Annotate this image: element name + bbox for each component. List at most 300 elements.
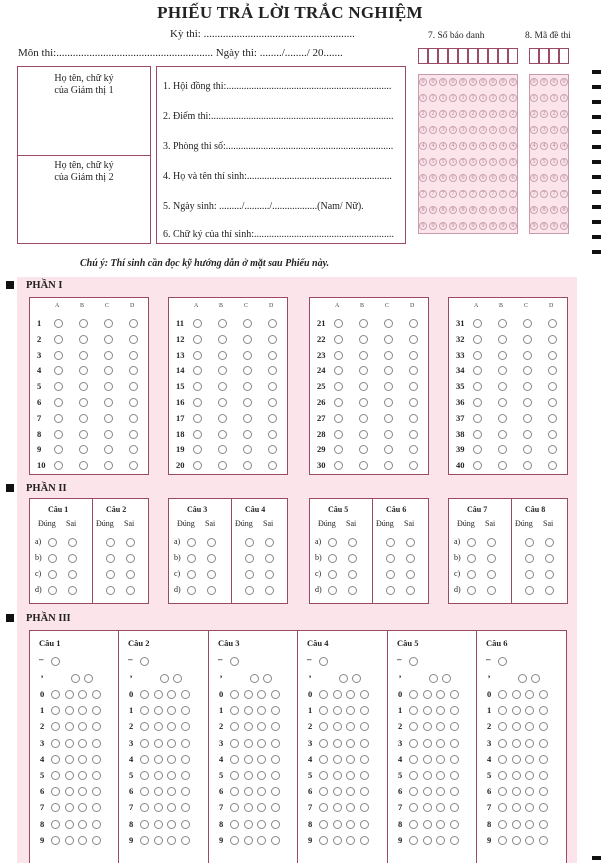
digit-bubble[interactable]	[539, 787, 548, 796]
made-write-box[interactable]	[529, 48, 539, 64]
true-bubble[interactable]	[525, 570, 534, 579]
made-digit-bubble[interactable]: 4	[550, 142, 558, 150]
true-bubble[interactable]	[48, 570, 57, 579]
digit-bubble[interactable]	[409, 690, 418, 699]
digit-bubble[interactable]	[423, 690, 432, 699]
made-digit-bubble[interactable]: 7	[560, 190, 568, 198]
answer-bubble[interactable]	[548, 319, 557, 328]
sbd-digit-bubble[interactable]: 3	[489, 126, 497, 134]
false-bubble[interactable]	[487, 570, 496, 579]
sbd-digit-bubble[interactable]: 9	[499, 222, 507, 230]
false-bubble[interactable]	[207, 586, 216, 595]
digit-bubble[interactable]	[65, 706, 74, 715]
answer-bubble[interactable]	[384, 398, 393, 407]
made-digit-bubble[interactable]: 8	[540, 206, 548, 214]
digit-bubble[interactable]	[92, 706, 101, 715]
answer-bubble[interactable]	[104, 335, 113, 344]
made-digit-bubble[interactable]: 6	[540, 174, 548, 182]
true-bubble[interactable]	[386, 554, 395, 563]
made-digit-bubble[interactable]: 3	[550, 126, 558, 134]
false-bubble[interactable]	[265, 586, 274, 595]
answer-bubble[interactable]	[218, 319, 227, 328]
digit-bubble[interactable]	[450, 771, 459, 780]
comma-bubble[interactable]	[442, 674, 451, 683]
answer-bubble[interactable]	[243, 430, 252, 439]
digit-bubble[interactable]	[51, 690, 60, 699]
made-digit-bubble[interactable]: 9	[550, 222, 558, 230]
sbd-digit-bubble[interactable]: 4	[489, 142, 497, 150]
false-bubble[interactable]	[265, 538, 274, 547]
digit-bubble[interactable]	[244, 706, 253, 715]
sbd-digit-bubble[interactable]: 9	[429, 222, 437, 230]
answer-bubble[interactable]	[193, 414, 202, 423]
digit-bubble[interactable]	[230, 771, 239, 780]
true-bubble[interactable]	[106, 538, 115, 547]
answer-bubble[interactable]	[79, 414, 88, 423]
sbd-digit-bubble[interactable]: 8	[459, 206, 467, 214]
digit-bubble[interactable]	[333, 739, 342, 748]
sbd-digit-bubble[interactable]: 1	[509, 94, 517, 102]
sbd-digit-bubble[interactable]: 8	[499, 206, 507, 214]
answer-bubble[interactable]	[523, 351, 532, 360]
true-bubble[interactable]	[525, 554, 534, 563]
minus-bubble[interactable]	[230, 657, 239, 666]
digit-bubble[interactable]	[360, 690, 369, 699]
answer-bubble[interactable]	[79, 430, 88, 439]
minus-bubble[interactable]	[51, 657, 60, 666]
sbd-digit-bubble[interactable]: 9	[419, 222, 427, 230]
sbd-digit-bubble[interactable]: 2	[499, 110, 507, 118]
true-bubble[interactable]	[106, 586, 115, 595]
digit-bubble[interactable]	[436, 739, 445, 748]
true-bubble[interactable]	[328, 554, 337, 563]
digit-bubble[interactable]	[512, 836, 521, 845]
true-bubble[interactable]	[245, 554, 254, 563]
made-digit-bubble[interactable]: 5	[550, 158, 558, 166]
sbd-digit-bubble[interactable]: 0	[469, 78, 477, 86]
digit-bubble[interactable]	[539, 836, 548, 845]
digit-bubble[interactable]	[78, 755, 87, 764]
digit-bubble[interactable]	[244, 836, 253, 845]
false-bubble[interactable]	[348, 538, 357, 547]
answer-bubble[interactable]	[523, 398, 532, 407]
answer-bubble[interactable]	[473, 430, 482, 439]
sbd-write-box[interactable]	[428, 48, 438, 64]
answer-bubble[interactable]	[548, 430, 557, 439]
answer-bubble[interactable]	[409, 335, 418, 344]
sbd-write-box[interactable]	[438, 48, 448, 64]
digit-bubble[interactable]	[244, 820, 253, 829]
digit-bubble[interactable]	[512, 820, 521, 829]
digit-bubble[interactable]	[271, 820, 280, 829]
digit-bubble[interactable]	[230, 755, 239, 764]
digit-bubble[interactable]	[498, 755, 507, 764]
sbd-digit-bubble[interactable]: 3	[449, 126, 457, 134]
answer-bubble[interactable]	[359, 430, 368, 439]
sbd-digit-bubble[interactable]: 6	[459, 174, 467, 182]
false-bubble[interactable]	[348, 586, 357, 595]
sbd-digit-bubble[interactable]: 3	[459, 126, 467, 134]
sbd-digit-bubble[interactable]: 0	[439, 78, 447, 86]
digit-bubble[interactable]	[181, 739, 190, 748]
digit-bubble[interactable]	[360, 706, 369, 715]
made-write-box[interactable]	[549, 48, 559, 64]
made-digit-bubble[interactable]: 6	[550, 174, 558, 182]
made-digit-bubble[interactable]: 4	[530, 142, 538, 150]
sbd-digit-bubble[interactable]: 7	[479, 190, 487, 198]
made-digit-bubble[interactable]: 5	[560, 158, 568, 166]
answer-bubble[interactable]	[268, 430, 277, 439]
answer-bubble[interactable]	[54, 319, 63, 328]
answer-bubble[interactable]	[409, 414, 418, 423]
false-bubble[interactable]	[126, 586, 135, 595]
false-bubble[interactable]	[265, 554, 274, 563]
true-bubble[interactable]	[187, 538, 196, 547]
digit-bubble[interactable]	[92, 803, 101, 812]
sbd-digit-bubble[interactable]: 2	[439, 110, 447, 118]
answer-bubble[interactable]	[54, 414, 63, 423]
answer-bubble[interactable]	[79, 398, 88, 407]
sbd-digit-bubble[interactable]: 0	[479, 78, 487, 86]
made-digit-bubble[interactable]: 2	[530, 110, 538, 118]
digit-bubble[interactable]	[244, 803, 253, 812]
digit-bubble[interactable]	[154, 771, 163, 780]
digit-bubble[interactable]	[181, 722, 190, 731]
answer-bubble[interactable]	[334, 430, 343, 439]
false-bubble[interactable]	[207, 554, 216, 563]
made-digit-bubble[interactable]: 3	[560, 126, 568, 134]
answer-bubble[interactable]	[334, 335, 343, 344]
false-bubble[interactable]	[406, 570, 415, 579]
digit-bubble[interactable]	[409, 771, 418, 780]
digit-bubble[interactable]	[450, 803, 459, 812]
digit-bubble[interactable]	[244, 690, 253, 699]
digit-bubble[interactable]	[230, 820, 239, 829]
comma-bubble[interactable]	[160, 674, 169, 683]
sbd-digit-bubble[interactable]: 5	[459, 158, 467, 166]
answer-bubble[interactable]	[359, 351, 368, 360]
answer-bubble[interactable]	[54, 351, 63, 360]
digit-bubble[interactable]	[409, 755, 418, 764]
made-digit-bubble[interactable]: 5	[530, 158, 538, 166]
sbd-digit-bubble[interactable]: 9	[449, 222, 457, 230]
digit-bubble[interactable]	[333, 820, 342, 829]
made-digit-bubble[interactable]: 7	[530, 190, 538, 198]
digit-bubble[interactable]	[423, 706, 432, 715]
digit-bubble[interactable]	[450, 820, 459, 829]
digit-bubble[interactable]	[230, 739, 239, 748]
comma-bubble[interactable]	[71, 674, 80, 683]
minus-bubble[interactable]	[409, 657, 418, 666]
answer-bubble[interactable]	[498, 430, 507, 439]
made-digit-bubble[interactable]: 2	[550, 110, 558, 118]
digit-bubble[interactable]	[51, 739, 60, 748]
digit-bubble[interactable]	[257, 739, 266, 748]
digit-bubble[interactable]	[436, 820, 445, 829]
sbd-digit-bubble[interactable]: 4	[469, 142, 477, 150]
sbd-digit-bubble[interactable]: 5	[509, 158, 517, 166]
sbd-digit-bubble[interactable]: 5	[449, 158, 457, 166]
sbd-digit-bubble[interactable]: 2	[509, 110, 517, 118]
sbd-digit-bubble[interactable]: 1	[469, 94, 477, 102]
digit-bubble[interactable]	[154, 755, 163, 764]
digit-bubble[interactable]	[360, 803, 369, 812]
digit-bubble[interactable]	[65, 787, 74, 796]
made-digit-bubble[interactable]: 2	[560, 110, 568, 118]
answer-bubble[interactable]	[268, 319, 277, 328]
sbd-digit-bubble[interactable]: 5	[419, 158, 427, 166]
digit-bubble[interactable]	[167, 755, 176, 764]
sbd-digit-bubble[interactable]: 7	[439, 190, 447, 198]
sbd-digit-bubble[interactable]: 5	[429, 158, 437, 166]
sbd-digit-bubble[interactable]: 7	[459, 190, 467, 198]
made-digit-bubble[interactable]: 1	[560, 94, 568, 102]
sbd-digit-bubble[interactable]: 0	[499, 78, 507, 86]
digit-bubble[interactable]	[450, 787, 459, 796]
answer-bubble[interactable]	[79, 335, 88, 344]
digit-bubble[interactable]	[78, 739, 87, 748]
made-digit-bubble[interactable]: 9	[530, 222, 538, 230]
digit-bubble[interactable]	[346, 755, 355, 764]
sbd-digit-bubble[interactable]: 2	[419, 110, 427, 118]
digit-bubble[interactable]	[423, 836, 432, 845]
digit-bubble[interactable]	[167, 739, 176, 748]
digit-bubble[interactable]	[51, 836, 60, 845]
true-bubble[interactable]	[328, 570, 337, 579]
answer-bubble[interactable]	[54, 430, 63, 439]
digit-bubble[interactable]	[539, 739, 548, 748]
digit-bubble[interactable]	[51, 820, 60, 829]
true-bubble[interactable]	[245, 570, 254, 579]
digit-bubble[interactable]	[346, 836, 355, 845]
digit-bubble[interactable]	[92, 739, 101, 748]
digit-bubble[interactable]	[360, 820, 369, 829]
sbd-digit-bubble[interactable]: 5	[439, 158, 447, 166]
sbd-digit-bubble[interactable]: 8	[489, 206, 497, 214]
digit-bubble[interactable]	[539, 706, 548, 715]
sbd-digit-bubble[interactable]: 8	[439, 206, 447, 214]
answer-bubble[interactable]	[548, 351, 557, 360]
digit-bubble[interactable]	[539, 690, 548, 699]
digit-bubble[interactable]	[423, 771, 432, 780]
digit-bubble[interactable]	[423, 803, 432, 812]
sbd-digit-bubble[interactable]: 6	[449, 174, 457, 182]
comma-bubble[interactable]	[173, 674, 182, 683]
sbd-digit-bubble[interactable]: 6	[429, 174, 437, 182]
digit-bubble[interactable]	[333, 771, 342, 780]
digit-bubble[interactable]	[154, 787, 163, 796]
false-bubble[interactable]	[406, 538, 415, 547]
digit-bubble[interactable]	[181, 787, 190, 796]
digit-bubble[interactable]	[333, 787, 342, 796]
digit-bubble[interactable]	[244, 771, 253, 780]
sbd-write-box[interactable]	[418, 48, 428, 64]
digit-bubble[interactable]	[360, 739, 369, 748]
answer-bubble[interactable]	[218, 414, 227, 423]
sbd-digit-bubble[interactable]: 3	[509, 126, 517, 134]
digit-bubble[interactable]	[319, 820, 328, 829]
true-bubble[interactable]	[187, 570, 196, 579]
digit-bubble[interactable]	[271, 803, 280, 812]
sbd-digit-bubble[interactable]: 4	[419, 142, 427, 150]
true-bubble[interactable]	[106, 570, 115, 579]
false-bubble[interactable]	[207, 538, 216, 547]
answer-bubble[interactable]	[79, 351, 88, 360]
sbd-digit-bubble[interactable]: 8	[419, 206, 427, 214]
comma-bubble[interactable]	[352, 674, 361, 683]
sbd-digit-bubble[interactable]: 0	[419, 78, 427, 86]
digit-bubble[interactable]	[92, 836, 101, 845]
made-digit-bubble[interactable]: 7	[550, 190, 558, 198]
digit-bubble[interactable]	[360, 836, 369, 845]
false-bubble[interactable]	[126, 538, 135, 547]
comma-bubble[interactable]	[429, 674, 438, 683]
digit-bubble[interactable]	[244, 739, 253, 748]
digit-bubble[interactable]	[333, 690, 342, 699]
digit-bubble[interactable]	[154, 803, 163, 812]
answer-bubble[interactable]	[523, 430, 532, 439]
answer-bubble[interactable]	[193, 430, 202, 439]
true-bubble[interactable]	[245, 586, 254, 595]
sbd-digit-bubble[interactable]: 3	[429, 126, 437, 134]
false-bubble[interactable]	[545, 538, 554, 547]
sbd-digit-bubble[interactable]: 3	[479, 126, 487, 134]
sbd-digit-bubble[interactable]: 2	[469, 110, 477, 118]
answer-bubble[interactable]	[104, 319, 113, 328]
false-bubble[interactable]	[68, 570, 77, 579]
digit-bubble[interactable]	[450, 706, 459, 715]
sbd-write-box[interactable]	[458, 48, 468, 64]
digit-bubble[interactable]	[539, 803, 548, 812]
true-bubble[interactable]	[386, 570, 395, 579]
true-bubble[interactable]	[106, 554, 115, 563]
sbd-digit-bubble[interactable]: 7	[489, 190, 497, 198]
false-bubble[interactable]	[126, 570, 135, 579]
sbd-digit-bubble[interactable]: 4	[499, 142, 507, 150]
answer-bubble[interactable]	[334, 414, 343, 423]
digit-bubble[interactable]	[333, 722, 342, 731]
digit-bubble[interactable]	[539, 771, 548, 780]
sbd-digit-bubble[interactable]: 5	[469, 158, 477, 166]
answer-bubble[interactable]	[218, 430, 227, 439]
digit-bubble[interactable]	[230, 690, 239, 699]
answer-bubble[interactable]	[409, 398, 418, 407]
digit-bubble[interactable]	[65, 755, 74, 764]
sbd-digit-bubble[interactable]: 9	[439, 222, 447, 230]
digit-bubble[interactable]	[525, 836, 534, 845]
digit-bubble[interactable]	[333, 836, 342, 845]
answer-bubble[interactable]	[193, 335, 202, 344]
digit-bubble[interactable]	[167, 690, 176, 699]
digit-bubble[interactable]	[181, 755, 190, 764]
sbd-digit-bubble[interactable]: 1	[459, 94, 467, 102]
sbd-digit-bubble[interactable]: 7	[419, 190, 427, 198]
digit-bubble[interactable]	[244, 722, 253, 731]
sbd-digit-bubble[interactable]: 5	[489, 158, 497, 166]
digit-bubble[interactable]	[512, 803, 521, 812]
digit-bubble[interactable]	[525, 690, 534, 699]
digit-bubble[interactable]	[92, 787, 101, 796]
digit-bubble[interactable]	[140, 690, 149, 699]
true-bubble[interactable]	[48, 586, 57, 595]
digit-bubble[interactable]	[525, 771, 534, 780]
comma-bubble[interactable]	[531, 674, 540, 683]
answer-bubble[interactable]	[79, 319, 88, 328]
sbd-digit-bubble[interactable]: 9	[489, 222, 497, 230]
sbd-digit-bubble[interactable]: 1	[489, 94, 497, 102]
digit-bubble[interactable]	[409, 836, 418, 845]
sbd-digit-bubble[interactable]: 1	[499, 94, 507, 102]
digit-bubble[interactable]	[154, 706, 163, 715]
false-bubble[interactable]	[68, 538, 77, 547]
digit-bubble[interactable]	[78, 820, 87, 829]
digit-bubble[interactable]	[436, 836, 445, 845]
digit-bubble[interactable]	[450, 755, 459, 764]
sbd-digit-bubble[interactable]: 4	[449, 142, 457, 150]
digit-bubble[interactable]	[257, 771, 266, 780]
answer-bubble[interactable]	[523, 414, 532, 423]
answer-bubble[interactable]	[54, 335, 63, 344]
made-digit-bubble[interactable]: 0	[560, 78, 568, 86]
true-bubble[interactable]	[386, 586, 395, 595]
answer-bubble[interactable]	[193, 398, 202, 407]
answer-bubble[interactable]	[498, 351, 507, 360]
made-digit-bubble[interactable]: 9	[540, 222, 548, 230]
digit-bubble[interactable]	[167, 771, 176, 780]
digit-bubble[interactable]	[181, 836, 190, 845]
sbd-write-box[interactable]	[498, 48, 508, 64]
digit-bubble[interactable]	[539, 755, 548, 764]
sbd-digit-bubble[interactable]: 8	[509, 206, 517, 214]
digit-bubble[interactable]	[450, 690, 459, 699]
answer-bubble[interactable]	[409, 319, 418, 328]
digit-bubble[interactable]	[450, 722, 459, 731]
answer-bubble[interactable]	[523, 319, 532, 328]
digit-bubble[interactable]	[436, 771, 445, 780]
answer-bubble[interactable]	[548, 398, 557, 407]
answer-bubble[interactable]	[268, 351, 277, 360]
sbd-digit-bubble[interactable]: 4	[479, 142, 487, 150]
made-digit-bubble[interactable]: 1	[540, 94, 548, 102]
digit-bubble[interactable]	[244, 755, 253, 764]
answer-bubble[interactable]	[129, 351, 138, 360]
digit-bubble[interactable]	[423, 722, 432, 731]
made-digit-bubble[interactable]: 8	[560, 206, 568, 214]
false-bubble[interactable]	[487, 554, 496, 563]
comma-bubble[interactable]	[250, 674, 259, 683]
digit-bubble[interactable]	[333, 803, 342, 812]
answer-bubble[interactable]	[104, 430, 113, 439]
digit-bubble[interactable]	[181, 771, 190, 780]
sbd-digit-bubble[interactable]: 4	[429, 142, 437, 150]
sbd-digit-bubble[interactable]: 8	[429, 206, 437, 214]
sbd-write-box[interactable]	[468, 48, 478, 64]
digit-bubble[interactable]	[333, 755, 342, 764]
digit-bubble[interactable]	[271, 706, 280, 715]
sbd-digit-bubble[interactable]: 1	[419, 94, 427, 102]
sbd-digit-bubble[interactable]: 0	[429, 78, 437, 86]
digit-bubble[interactable]	[525, 739, 534, 748]
true-bubble[interactable]	[48, 554, 57, 563]
made-digit-bubble[interactable]: 8	[550, 206, 558, 214]
digit-bubble[interactable]	[230, 836, 239, 845]
digit-bubble[interactable]	[140, 771, 149, 780]
true-bubble[interactable]	[467, 538, 476, 547]
made-digit-bubble[interactable]: 2	[540, 110, 548, 118]
digit-bubble[interactable]	[498, 820, 507, 829]
digit-bubble[interactable]	[346, 771, 355, 780]
digit-bubble[interactable]	[167, 836, 176, 845]
